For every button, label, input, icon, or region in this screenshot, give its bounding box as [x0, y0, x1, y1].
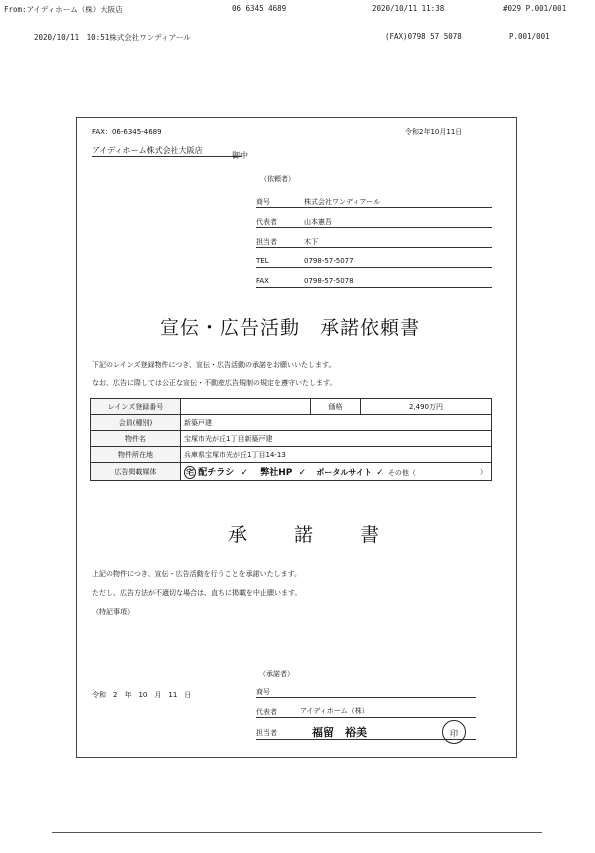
check-mark-icon: ✓ — [298, 467, 307, 478]
fax-header-sender: From:アイディホーム（株）大阪店 — [4, 5, 123, 14]
approval-line-2: ただし、広告方法が不適切な場合は、直ちに掲載を中止願います。 — [92, 589, 302, 597]
intro-line-2: なお、広告に際しては公正な宣伝・不動産広告規制の規定を遵守いたします。 — [92, 379, 337, 387]
price-label: 価格 — [311, 399, 361, 415]
approver-value: アイディホーム（株） — [300, 707, 369, 715]
row-label: 会員(種別) — [91, 415, 181, 431]
requester-row — [256, 234, 492, 248]
table-row — [91, 431, 492, 447]
requester-row — [256, 254, 492, 268]
fax-number: FAX：06-6345-4689 — [92, 128, 162, 136]
row-value: 宝塚市光が丘1丁目新築戸建 — [181, 431, 492, 447]
approver-label: 代表者 — [256, 708, 277, 716]
requester-value: 山本憲吾 — [304, 218, 332, 226]
approver-row — [256, 684, 476, 698]
property-table — [90, 398, 492, 481]
media-option-other-close: ） — [480, 468, 487, 476]
media-option-portal: ポータルサイト — [316, 467, 372, 477]
requester-label: TEL — [256, 257, 269, 265]
requester-value: 木下 — [304, 238, 318, 246]
intro-line-1: 下記のレインズ登録物件につき、宣伝・広告活動の承諾をお願いいたします。 — [92, 361, 336, 369]
row-label: 物件所在地 — [91, 447, 181, 463]
requester-label: 代表者 — [256, 218, 277, 226]
media-label: 広告掲載媒体 — [91, 463, 181, 481]
fax-header2-number: (FAX)0798 57 5078 — [385, 32, 462, 41]
row-label: 物件名 — [91, 431, 181, 447]
table-row — [91, 463, 492, 481]
requester-value: 0798-57-5078 — [304, 277, 354, 285]
honorific: 御中 — [232, 151, 248, 160]
check-mark-icon: ✓ — [240, 467, 249, 478]
reins-label: レインズ登録番号 — [91, 399, 181, 415]
fax-header-page: #029 P.001/001 — [503, 4, 567, 13]
requester-row — [256, 274, 492, 288]
media-cell — [181, 463, 492, 481]
media-option-homepage: 弊社HP — [260, 467, 293, 478]
bottom-rule — [52, 832, 542, 833]
approver-header: （承諾者） — [259, 670, 294, 678]
row-value: 兵庫県宝塚市光が丘1丁目14-13 — [181, 447, 492, 463]
document-date: 令和2年10月11日 — [405, 128, 463, 136]
approval-title-char-1: 承 — [228, 524, 248, 546]
circled-mark: 宅 — [186, 467, 194, 477]
addressee: アイディホーム株式会社大阪店 — [92, 145, 242, 157]
price-value: 2,490万円 — [361, 399, 492, 415]
check-mark-icon: ✓ — [376, 467, 384, 478]
document-title: 宣伝・広告活動 承諾依頼書 — [160, 317, 421, 339]
requester-row — [256, 194, 492, 208]
table-row — [91, 447, 492, 463]
approval-title-char-3: 書 — [360, 524, 380, 546]
fax-header2-page: P.001/001 — [509, 32, 550, 41]
approval-title-char-2: 諾 — [294, 524, 314, 546]
row-value: 新築戸建 — [181, 415, 492, 431]
fax-header-date: 2020/10/11 11:38 — [372, 4, 445, 13]
table-row — [91, 399, 492, 415]
requester-value: 株式会社ワンディアール — [304, 198, 381, 206]
approver-signature: 福留 裕美 — [312, 726, 367, 739]
requester-label: 担当者 — [256, 238, 277, 246]
approval-line-1: 上記の物件につき、宣伝・広告活動を行うことを承諾いたします。 — [92, 570, 302, 578]
requester-label: FAX — [256, 277, 269, 285]
seal-label: 印 — [450, 729, 458, 738]
requester-label: 商号 — [256, 198, 270, 206]
requester-row — [256, 214, 492, 228]
approver-row — [256, 704, 476, 718]
media-option-flyer: 配チラシ — [198, 467, 235, 478]
special-notes-label: （特記事項） — [92, 608, 134, 616]
approver-label: 担当者 — [256, 729, 277, 737]
requester-header: （依頼者） — [260, 175, 295, 183]
requester-value: 0798-57-5077 — [304, 257, 354, 265]
seal-stamp-icon — [442, 720, 466, 744]
media-option-other: その他（ — [387, 468, 416, 477]
approval-date: 令和 2 年 10 月 11 日 — [92, 691, 192, 699]
reins-value — [181, 399, 311, 415]
fax-header2-sender: 2020/10/11 10:51株式会社ワンディアール — [34, 33, 191, 42]
approver-label: 商号 — [256, 688, 270, 696]
fax-header-number: 06 6345 4689 — [232, 4, 287, 13]
table-row — [91, 415, 492, 431]
